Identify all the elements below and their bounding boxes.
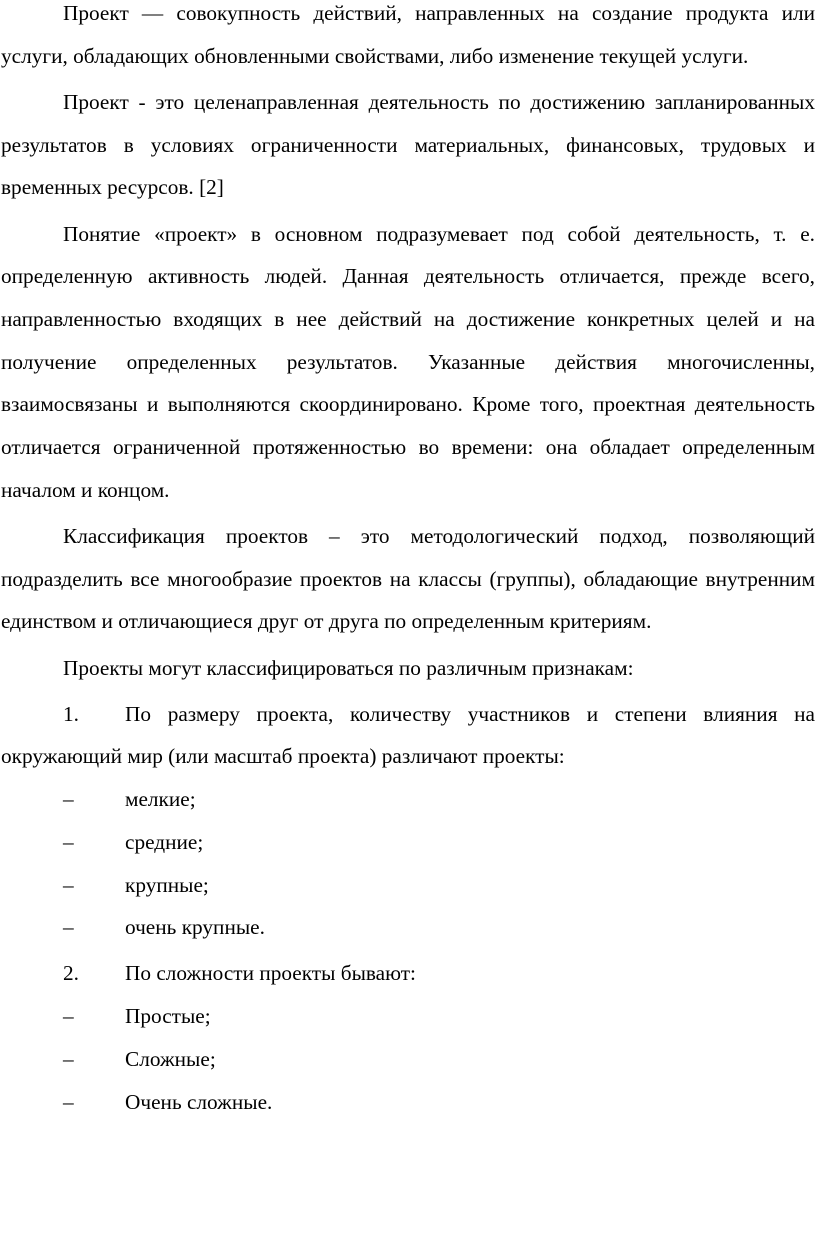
numbered-item-2-text: По сложности проекты бывают:: [125, 961, 416, 986]
numbered-item-1-text: По размеру проекта, количеству участников и степени влияния на окружающий мир (или масштаб проекта) различают проекты:: [1, 701, 815, 769]
dash-marker: –: [63, 872, 74, 897]
paragraph-classification-intro: Проекты могут классифицироваться по различным признакам:: [63, 655, 634, 680]
list-item-text: Сложные;: [125, 1046, 216, 1071]
list-item: [0, 864, 816, 907]
numbered-item-1-number: 1.: [63, 701, 79, 726]
dash-marker: –: [63, 787, 74, 812]
dash-marker: –: [63, 915, 74, 940]
dash-marker: –: [63, 1004, 74, 1029]
dash-marker: –: [63, 1046, 74, 1071]
list-item: [0, 821, 816, 864]
paragraph-project-concept: Понятие «проект» в основном подразумевает под собой деятельность, т. е. определенную активность людей. Данная деятельность отличается, прежде всего, направленностью входящих в нее действий на достижение конкретных целей и на получение определенных результатов. Указанные действия многочисленны, взаимосвязаны и выполняются скоординировано. Кроме того, проектная деятельность отличается ограниченной протяженностью во времени: она обладает определенным началом и концом.: [1, 221, 815, 502]
numbered-item-2-number: 2.: [63, 961, 79, 986]
numbered-item-2: [0, 952, 816, 995]
list-item: [0, 995, 816, 1038]
list-item-text: мелкие;: [125, 787, 196, 812]
list-item: [0, 1038, 816, 1081]
paragraph-classification: Классификация проектов – это методологический подход, позволяющий подразделить все многообразие проектов на классы (группы), обладающие внутренним единством и отличающиеся друг от друга по определенным критериям.: [1, 523, 815, 634]
list-item-text: Очень сложные.: [125, 1089, 273, 1114]
paragraph-project-definition-2: Проект - это целенаправленная деятельность по достижению запланированных результатов в условиях ограниченности материальных, финансовых, трудовых и временных ресурсов. [2]: [1, 89, 815, 200]
list-item-text: средние;: [125, 829, 204, 854]
numbered-item-1: [0, 693, 816, 778]
paragraph-project-definition-1: Проект — совокупность действий, направленных на создание продукта или услуги, обладающих обновленными свойствами, либо изменение текущей услуги.: [1, 1, 815, 68]
list-item-text: очень крупные.: [125, 915, 265, 940]
dash-marker: –: [63, 829, 74, 854]
list-item: [0, 906, 816, 949]
list-item-text: Простые;: [125, 1004, 211, 1029]
list-item: [0, 778, 816, 821]
list-item-text: крупные;: [125, 872, 209, 897]
list-item: [0, 1081, 816, 1124]
dash-marker: –: [63, 1089, 74, 1114]
